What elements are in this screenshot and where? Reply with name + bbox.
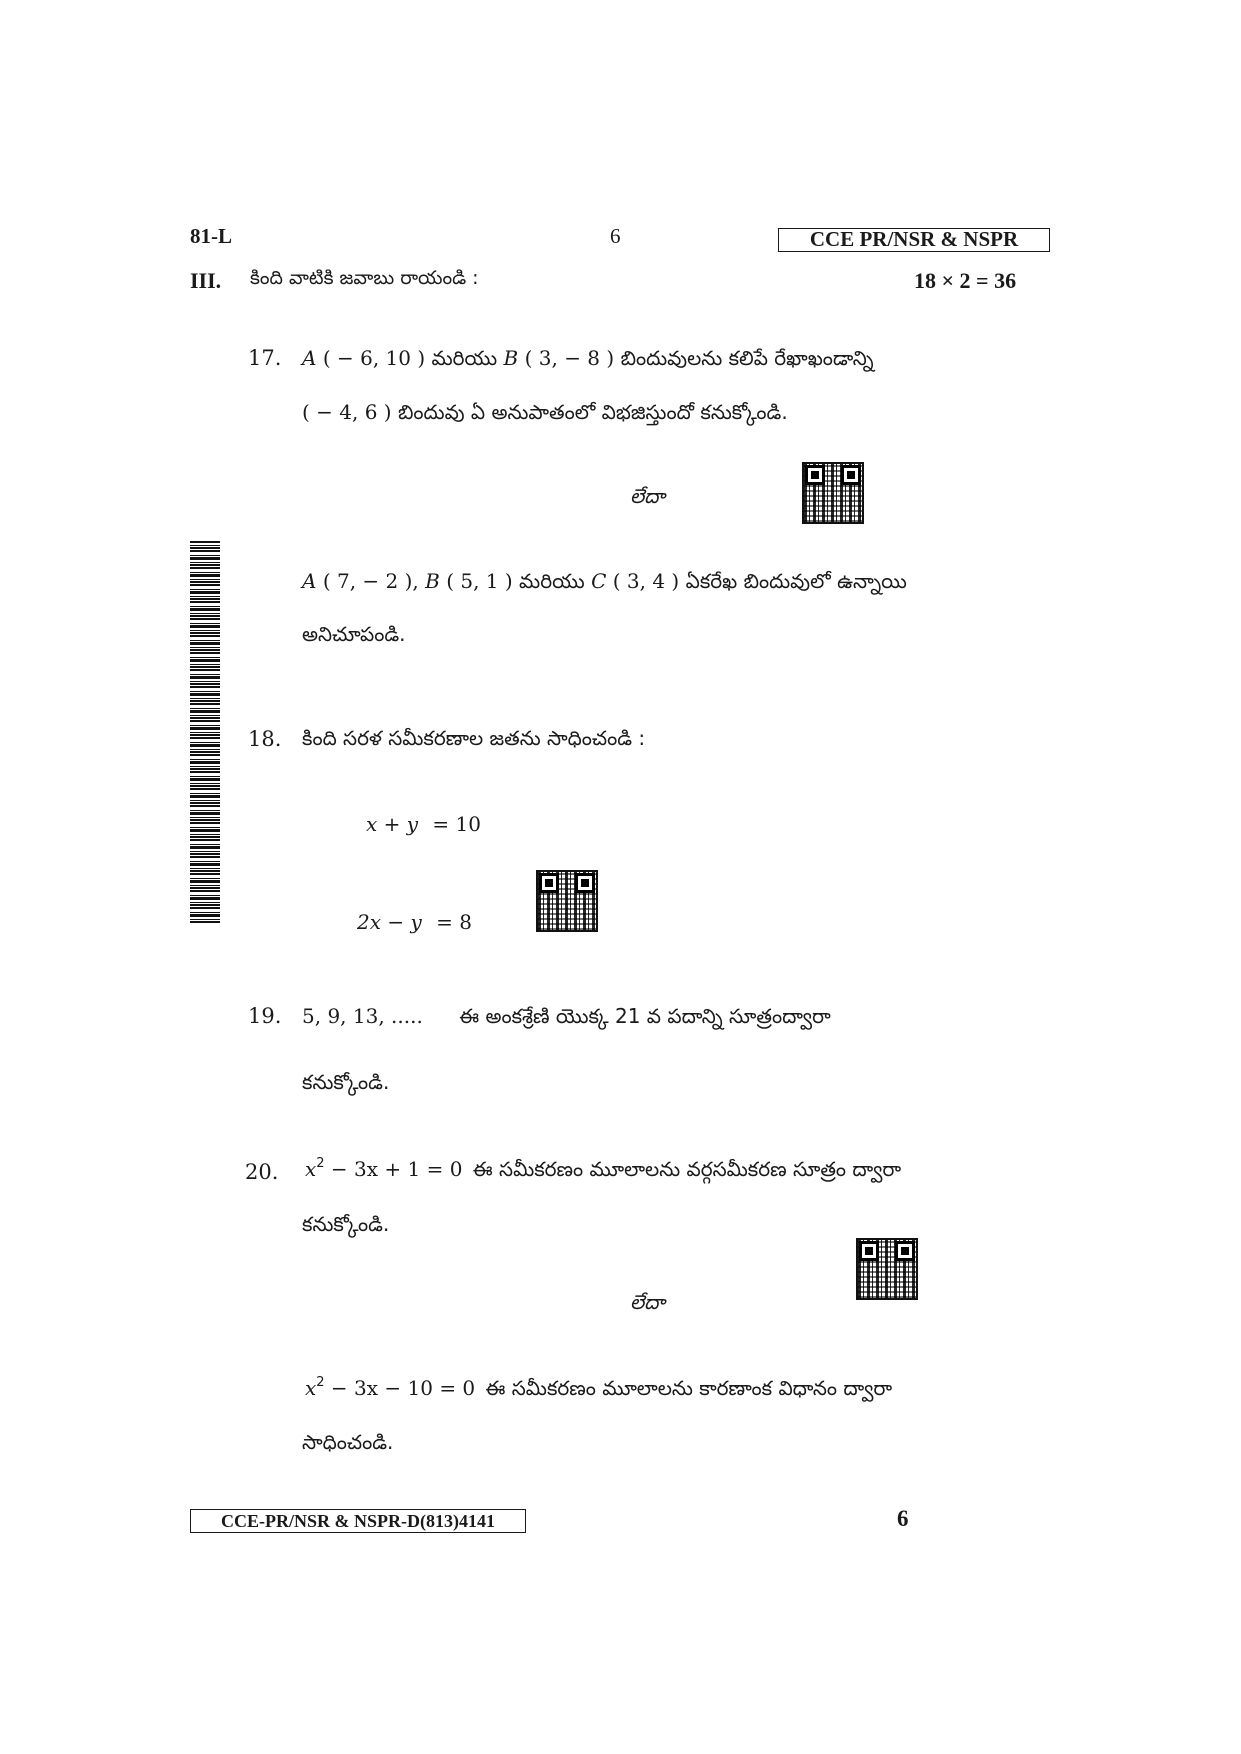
q18-eq1: x + y = 10 [366, 812, 481, 836]
q17-line2: ( − 4, 6 ) బిందువు ఏ అనుపాతంలో విభజిస్తుందో కనుక్కోండి. [302, 400, 788, 424]
q18-text: కింది సరళ సమీకరణాల జతను సాధించండి : [302, 726, 646, 750]
qr-code-icon [536, 870, 598, 932]
exam-code: CCE PR/NSR & NSPR [809, 227, 1019, 251]
qr-code-icon [802, 462, 864, 524]
section-title: కింది వాటికి జవాబు రాయండి : [250, 267, 479, 289]
qr-code-icon [856, 1238, 918, 1300]
q20-number: 20. [245, 1160, 279, 1184]
page-number-top: 6 [610, 224, 621, 248]
q19-line1: 5, 9, 13, ..... ఈ అంకశ్రేణి యొక్క 21 వ పదాన్ని సూత్రంద్వారా [302, 1004, 831, 1028]
footer-code: CCE-PR/NSR & NSPR-D(813)4141 [221, 1510, 495, 1531]
q20-or: లేదా [630, 1290, 665, 1314]
barcode-icon [190, 541, 220, 923]
q20-alt-line2: సాధించండి. [302, 1430, 394, 1454]
q17-alt-line1: A ( 7, − 2 ), B ( 5, 1 ) మరియు C ( 3, 4 ) ఏకరేఖ బిందువులో ఉన్నాయి [302, 569, 907, 593]
q20-alt-line1: $x^2 - 3x - 10 = 0$ ఈ సమీకరణం మూలాలను కారణాంక విధానం ద్వారా [305, 1375, 893, 1401]
section-number: III. [190, 268, 222, 293]
q20-line1: $x^2 - 3x + 1 = 0$ ఈ సమీకరణం మూలాలను వర్గసమీకరణ సూత్రం ద్వారా [305, 1156, 902, 1182]
section-marks: 18 × 2 = 36 [914, 268, 1017, 293]
footer-page-number: 6 [897, 1506, 909, 1531]
q17-number: 17. [248, 346, 282, 370]
exam-code-box [778, 228, 1050, 252]
q19-number: 19. [248, 1004, 282, 1028]
q19-line2: కనుక్కోండి. [302, 1070, 390, 1094]
q20-line2: కనుక్కోండి. [302, 1212, 390, 1236]
q17-or: లేదా [630, 484, 665, 508]
paper-code: 81-L [190, 224, 232, 248]
q17-alt-line2: అనిచూపండి. [302, 622, 406, 646]
q18-eq2: 2x − y = 8 [357, 910, 472, 934]
footer-code-box [190, 1509, 526, 1533]
q18-number: 18. [248, 727, 282, 751]
q17-line1: A ( − 6, 10 ) మరియు B ( 3, − 8 ) బిందువులను కలిపే రేఖాఖండాన్ని [302, 346, 874, 370]
